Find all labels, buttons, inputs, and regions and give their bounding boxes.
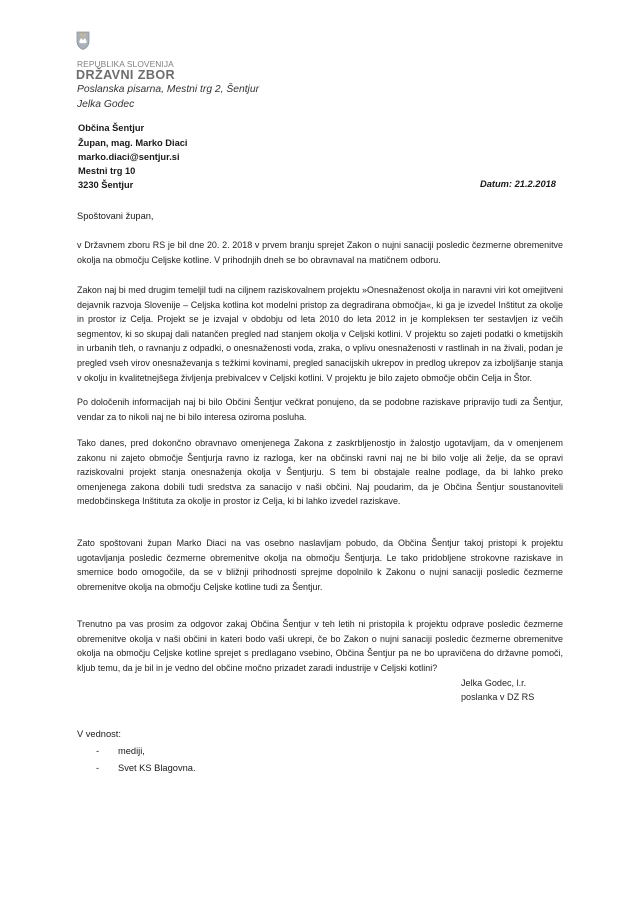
recipient-street: Mestni trg 10 — [78, 166, 136, 176]
office-address: Poslanska pisarna, Mestni trg 2, Šentjur — [77, 84, 260, 95]
paragraph-4: Tako danes, pred dokončno obravnavo omenjenega Zakona z zaskrbljenostjo in žalostjo ugotavljam, da v omenjenem zakonu ni zajeto območje Šentjurja ravno iz razloga, ker na občinski ravni naj ne bi bilo volje ali želje, da se opravi raziskovalni projekt stanja onesnaženja okolja v Šentjurju. S tem bi obstajale realne podlage, da bi lahko preko omenjenega zakona dobili tudi sredstva za sanacijo v naši občini. Naj poudarim, da je Občina Šentjur soustanoviteli medobčinskega Inštituta za okolje in prostor iz Celja, ki bi lahko izvedel raziskave. — [77, 438, 563, 507]
paragraph-3: Po določenih informacijah naj bi bilo Občini Šentjur večkrat ponujeno, da se podobne raziskave pripravijo tudi za Šentjur, vendar za to nikoli naj ne bi bilo interesa oziroma posluha. — [77, 397, 563, 422]
coat-of-arms-icon — [76, 31, 90, 50]
paragraph-6: Trenutno pa vas prosim za odgovor zakaj Občina Šentjur v teh letih ni pristopila k projektu odprave posledic čezmerne obremenitve okolja v naši občini in kateri bodo vaši ukrepi, če bo Zakon o nujni sanaciji posledic čezmerne obremenitve okolja na območju Celjske kotline sprejet s predlagano vsebino, Občina Šentjur pa ne bo upravičena do državne pomoči, kljub temu, da je bil in je vedno del občine močno prizadet zaradi industrije v Celjski kotlini? — [77, 619, 563, 673]
recipient-role: Župan, mag. Marko Diaci — [78, 138, 188, 148]
recipient-city: 3230 Šentjur — [78, 180, 134, 190]
salutation: Spoštovani župan, — [77, 211, 154, 221]
country-label: REPUBLIKA SLOVENIJA — [77, 59, 174, 69]
cc-bullet: - — [96, 746, 100, 756]
institution-name: DRŽAVNI ZBOR — [76, 68, 176, 82]
paragraph-2: Zakon naj bi med drugim temeljil tudi na ciljnem raziskovalnem projektu »Onesnaženost okolja in naravni viri kot omejitveni dejavnik razvoja Slovenije – Celjska kotlina kot modelni pristop za degradirana območja«, ki ga je izvedel Inštitut za okolje in prostor iz Celja. Projekt se je izvajal v obdobju od leta 2010 do leta 2012 in je kompleksen ter sestavljen iz večih segmentov, ki so skupaj dali natančen pregled nad stanjem okolja v Celjski kotlini. V projektu so zajeti podatki o kmetijskih in urbanih tleh, o ravnanju z odpadki, o onesnaženosti voda, zraka, o vplivu onesnaženosti v rastlinah in na živali, podan je pregled vseh virov onesnaževanja s težkimi kovinami, pregled sanacijskih ukrepov in predlog ukrepov za izboljšanje stanja v okolju in kvalitetnejšega življenja prebivalcev v Celjski kotlini. V projektu je bilo zajeto območje občin Celja in Štor. — [77, 285, 563, 383]
paragraph-1: v Državnem zboru RS je bil dne 20. 2. 2018 v prvem branju sprejet Zakon o nujni sanaciji posledic čezmerne obremenitve okolja na območju Celjske kotline. V prihodnjih dneh se bo obravnaval na matičnem odboru. — [77, 240, 563, 265]
cc-item: mediji, — [118, 746, 145, 756]
cc-item: Svet KS Blagovna. — [118, 763, 196, 773]
recipient-name: Občina Šentjur — [78, 123, 145, 133]
letter-date: Datum: 21.2.2018 — [480, 179, 556, 189]
signature-title: poslanka v DZ RS — [461, 692, 535, 702]
cc-title: V vednost: — [77, 729, 121, 739]
paragraph-5: Zato spoštovani župan Marko Diaci na vas osebno naslavljam pobudo, da Občina Šentjur takoj pristopi k projektu ugotavljanja posledic čezmerne obremenitve okolja na območju Šentjurja. Le tako pridobljene strokovne raziskave in smernice bodo omogočile, da se v bližnji prihodnosti sprejme dopolnilo k Zakonu o nujni sanaciji posledic čezmerne obremenitve okolja na območju Celjske kotline tudi za Šentjur. — [77, 538, 563, 592]
cc-bullet: - — [96, 763, 100, 773]
recipient-email[interactable]: marko.diaci@sentjur.si — [78, 152, 180, 162]
signature-name: Jelka Godec, l.r. — [461, 678, 527, 688]
sender-name: Jelka Godec — [77, 99, 135, 110]
